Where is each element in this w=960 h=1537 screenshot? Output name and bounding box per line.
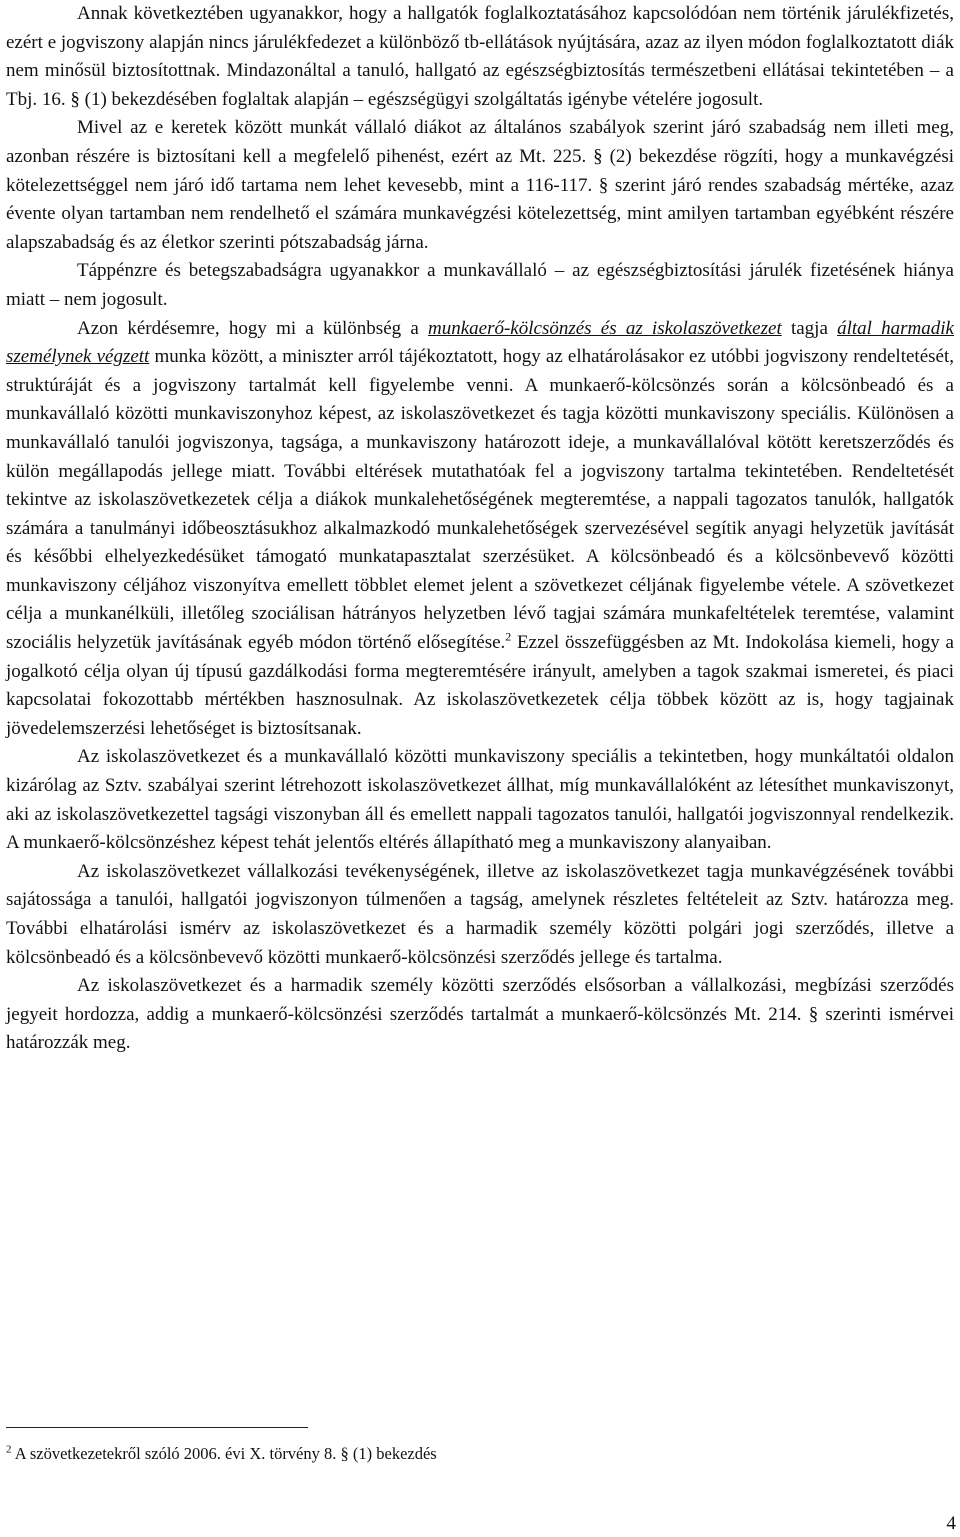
footnote-marker: 2 [6,1443,12,1456]
paragraph: Az iskolaszövetkezet és a harmadik személy közötti szerződés elsősorban a vállalkozási, megbízási szerződés jegyeit hordozza, addig a munkaerő-kölcsönzési szerződés tartalmát a munkaerő-kölcsönzés Mt. 214. § szerinti ismérvei határozzák meg. [6,975,954,1054]
body-text [6,0,954,1058]
paragraph-text: Azon kérdésemre, hogy mi a különbség a [77,317,428,339]
paragraph: Az iskolaszövetkezet vállalkozási tevékenységének, illetve az iskolaszövetkezet tagja munkavégzésének további sajátossága a tanulói, hallgatói jogviszonyon túlmenően a tagság, amelynek részletes feltételeit az Sztv. határozza meg. További elhatárolási ismérv az iskolaszövetkezet és a harmadik személy közötti polgári jogi szerződés, illetve a kölcsönbeadó és a kölcsönbevevő közötti munkaerő-kölcsönzési szerződés jellege és tartalma. [6,860,954,968]
emphasized-text: által harmadik személynek végzett [6,317,954,368]
paragraph-text: tagja [781,317,838,339]
paragraph: Táppénzre és betegszabadságra ugyanakkor a munkavállaló – az egészségbiztosítási járulék fizetésének hiánya miatt – nem jogosult. [6,260,954,310]
footnote-reference[interactable]: 2 [505,629,512,644]
footnote [6,1443,946,1465]
paragraph [6,315,954,744]
paragraph: Annak következtében ugyanakkor, hogy a hallgatók foglalkoztatásához kapcsolódóan nem történik járulékfizetés, ezért e jogviszony alapján nincs járulékfedezet a különböző tb-ellátások nyújtására, azaz az ilyen módon foglalkoztatott diák nem minősül biztosítottnak. Mindazonáltal a tanuló, hallgató az egészségbiztosítás természetbeni ellátásai tekintetében – a Tbj. 16. § (1) bekezdésében foglaltak alapján – egészségügyi szolgáltatás igénybe vételére jogosult. [6,3,954,110]
footnote-separator [6,1427,308,1428]
footnote-text: A szövetkezetekről szóló 2006. évi X. törvény 8. § (1) bekezdés [11,1444,437,1463]
paragraph-text: Ezzel összefüggésben az Mt. Indokolása kiemeli, hogy a jogalkotó célja olyan új típusú gazdálkodási forma megteremtésére irányult, amelyben a tagok szakmai ismeretei, és piaci kapcsolatai fokozottabb mértékben hasznosulnak. Az iskolaszövetkezetek célja többek között az is, hogy tagjainak jövedelemszerzési lehetőséget is biztosítsanak. [6,632,954,739]
emphasized-text: munkaerő-kölcsönzés és az iskolaszövetkezet [428,317,782,339]
page-number: 4 [946,1513,956,1534]
paragraph-text: munka között, a miniszter arról tájékoztatott, hogy az elhatárolásakor ez utóbbi jogviszony rendeltetését, struktúráját és a jogviszony tartalmát kell figyelembe venni. A munkaerő-kölcsönzés során a kölcsönbeadó és a munkavállaló közötti munkaviszonyhoz képest, az iskolaszövetkezet és tagja közötti munkaviszony speciális. Különösen a munkavállaló tanulói jogviszonya, tagsága, a munkaviszony határozott ideje, a munkavállalóval kötött keretszerződés és külön megállapodás jellege miatt. További eltérések mutathatóak fel a jogviszony tartalma tekintetében. Rendeltetését tekintve az iskolaszövetkezetek célja a diákok munkalehetőségének megteremtése, a nappali tagozatos tanulók, hallgatók számára a tanulmányi időbeosztásukhoz alkalmazkodó munkalehetőségek szervezésével segítik anyagi helyzetük javítását és későbbi elhelyezkedésüket támogató munkatapasztalat szerzésüket. A kölcsönbeadó és a kölcsönbevevő közötti munkaviszony céljához viszonyítva emellett többlet elemet jelent a szövetkezet céljának figyelembe vétele. A szövetkezet célja a munkanélküli, illetőleg szociálisan hátrányos helyzetben lévő tagjai számára munkafeltételek teremtése, valamint szociális helyzetük javításának egyéb módon történő elősegítése. [6,346,954,654]
paragraph: Az iskolaszövetkezet és a munkavállaló közötti munkaviszony speciális a tekintetben, hogy munkáltatói oldalon kizárólag az Sztv. szabályai szerint létrehozott iskolaszövetkezet állhat, míg munkavállalóként az létesíthet munkaviszonyt, aki az iskolaszövetkezettel tagsági viszonyban áll és emellett nappali tagozatos tanulói, hallgatói jogviszonnyal rendelkezik. A munkaerő-kölcsönzéshez képest tehát jelentős eltérés állapítható meg a munkaviszony alanyaiban. [6,746,954,854]
paragraph: Mivel az e keretek között munkát vállaló diákot az általános szabályok szerint járó szabadság nem illeti meg, azonban részére is biztosítani kell a megfelelő pihenést, ezért az Mt. 225. § (2) bekezdése rögzíti, hogy a munkavégzési kötelezettséggel nem járó idő tartama nem lehet kevesebb, mint a 116-117. § szerint járó rendes szabadság mértéke, azaz évente olyan tartamban nem rendelhető el számára munkavégzési kötelezettség, mint amilyen tartamban egyébként részére alapszabadság és az életkor szerinti pótszabadság járna. [6,117,954,253]
